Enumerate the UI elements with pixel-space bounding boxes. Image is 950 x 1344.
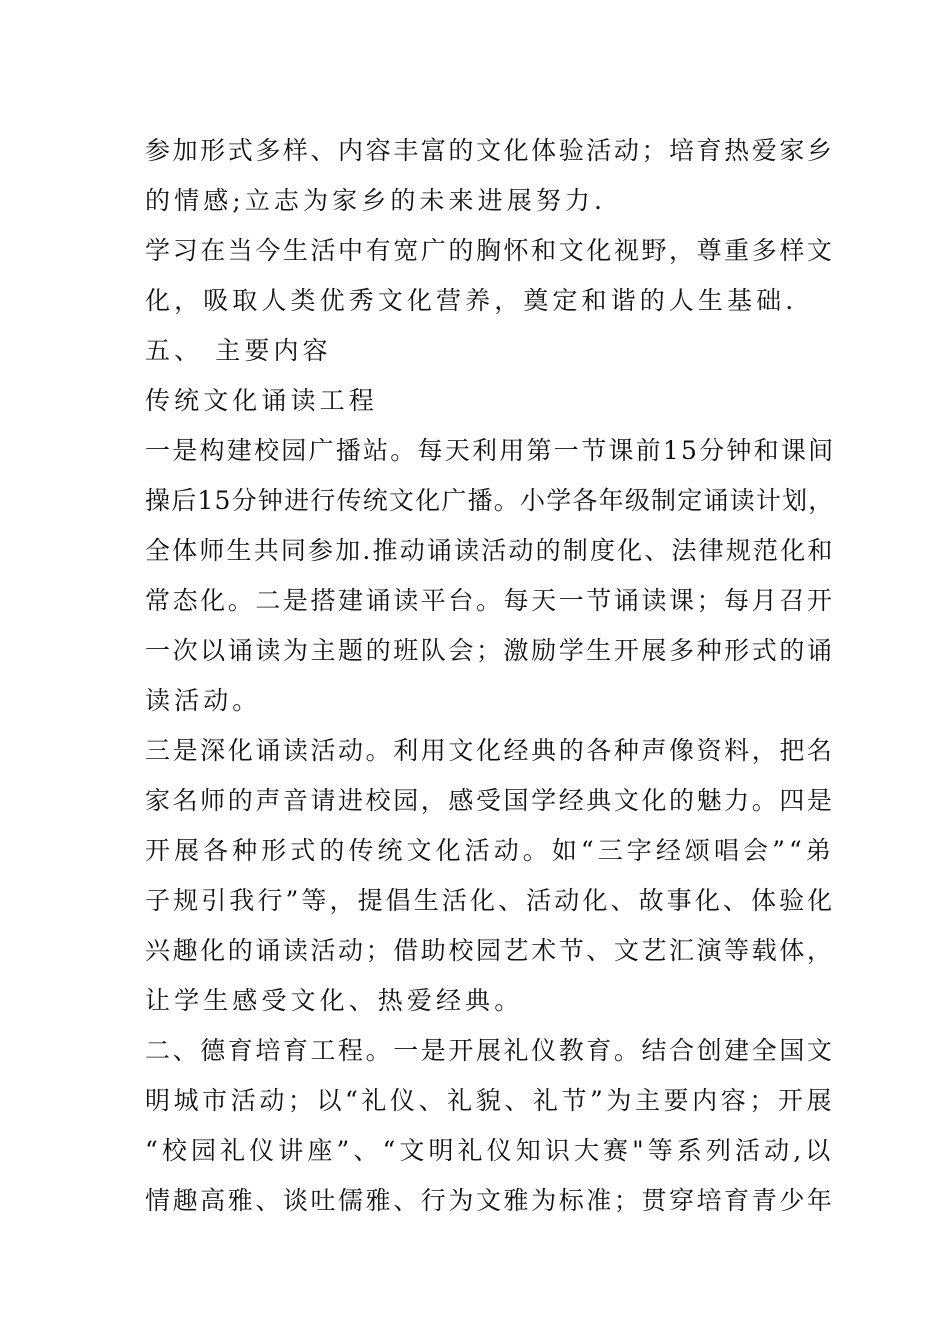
body-text: [145, 126, 835, 1226]
text-line-14: 家名师的声音请进校园，感受国学经典文化的魅力。四是: [145, 786, 835, 815]
subsection-heading: 传统文化诵读工程: [145, 386, 378, 415]
text-line-1: 参加形式多样、内容丰富的文化体验活动；培育热爱家乡: [145, 136, 835, 165]
text-line-19: 二、德育培育工程。一是开展礼仪教育。结合创建全国文: [145, 1036, 835, 1065]
text-line-22: 情趣高雅、谈吐儒雅、行为文雅为标准；贯穿培育青少年: [145, 1186, 835, 1215]
text-line-20: 明城市活动；以“礼仪、礼貌、礼节”为主要内容；开展: [145, 1086, 836, 1115]
text-line-18: 让学生感受文化、热爱经典。: [145, 986, 524, 1015]
text-line-9: 全体师生共同参加.推动诵读活动的制度化、法律规范化和: [145, 536, 835, 565]
text-line-11: 一次以诵读为主题的班队会；激励学生开展多种形式的诵: [145, 636, 835, 665]
text-line-3: 学习在当今生活中有宽广的胸怀和文化视野，尊重多样文: [145, 236, 835, 265]
text-line-7: 一是构建校园广播站。每天利用第一节课前15分钟和课间: [145, 436, 836, 465]
text-line-21: “校园礼仪讲座”、“文明礼仪知识大赛"等系列活动,以: [145, 1136, 835, 1165]
text-line-17: 兴趣化的诵读活动；借助校园艺术节、文艺汇演等载体，: [145, 936, 835, 965]
text-line-2: 的情感;立志为家乡的未来进展努力.: [145, 186, 607, 215]
text-line-4: 化，吸取人类优秀文化营养，奠定和谐的人生基础.: [145, 286, 798, 315]
text-line-10: 常态化。二是搭建诵读平台。每天一节诵读课；每月召开: [145, 586, 835, 615]
text-line-16: 子规引我行”等，提倡生活化、活动化、故事化、体验化: [145, 886, 836, 915]
text-line-12: 读活动。: [145, 686, 262, 715]
text-line-15: 开展各种形式的传统文化活动。如“三字经颂唱会”“弟: [145, 836, 835, 865]
section-heading: 五、 主要内容: [145, 336, 332, 365]
text-line-13: 三是深化诵读活动。利用文化经典的各种声像资料，把名: [145, 736, 835, 765]
text-line-8: 操后15分钟进行传统文化广播。小学各年级制定诵读计划，: [145, 486, 835, 515]
